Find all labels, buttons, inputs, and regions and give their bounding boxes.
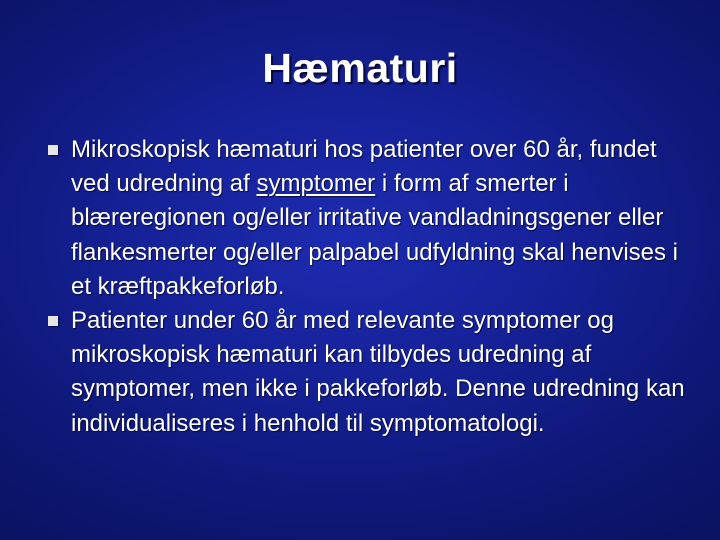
underlined-term: symptomer xyxy=(256,170,376,198)
bullet-text: Patienter under 60 år med relevante symptomer og mikroskopisk hæmaturi kan tilbydes udredning af symptomer, men ikke i pakkeforløb. Denne udredning kan individualiseres i henhold til symptomatologi. xyxy=(71,307,685,437)
bullet-text-end: i form af smerter i blæreregionen og/eller irritative vandladningsgener eller flankesmerter og/eller palpabel udfyldning skal henvises i et kræftpakkeforløb. xyxy=(71,170,679,300)
bullet-list xyxy=(48,133,698,441)
square-bullet-icon xyxy=(48,316,58,326)
slide-title: Hæmaturi xyxy=(262,45,458,91)
bullet-item xyxy=(48,304,698,441)
bullet-text-start: Mikroskopisk hæmaturi hos patienter over 60 år, fundet ved udredning af xyxy=(71,136,657,198)
bullet-item xyxy=(48,133,698,304)
square-bullet-icon xyxy=(48,145,58,155)
